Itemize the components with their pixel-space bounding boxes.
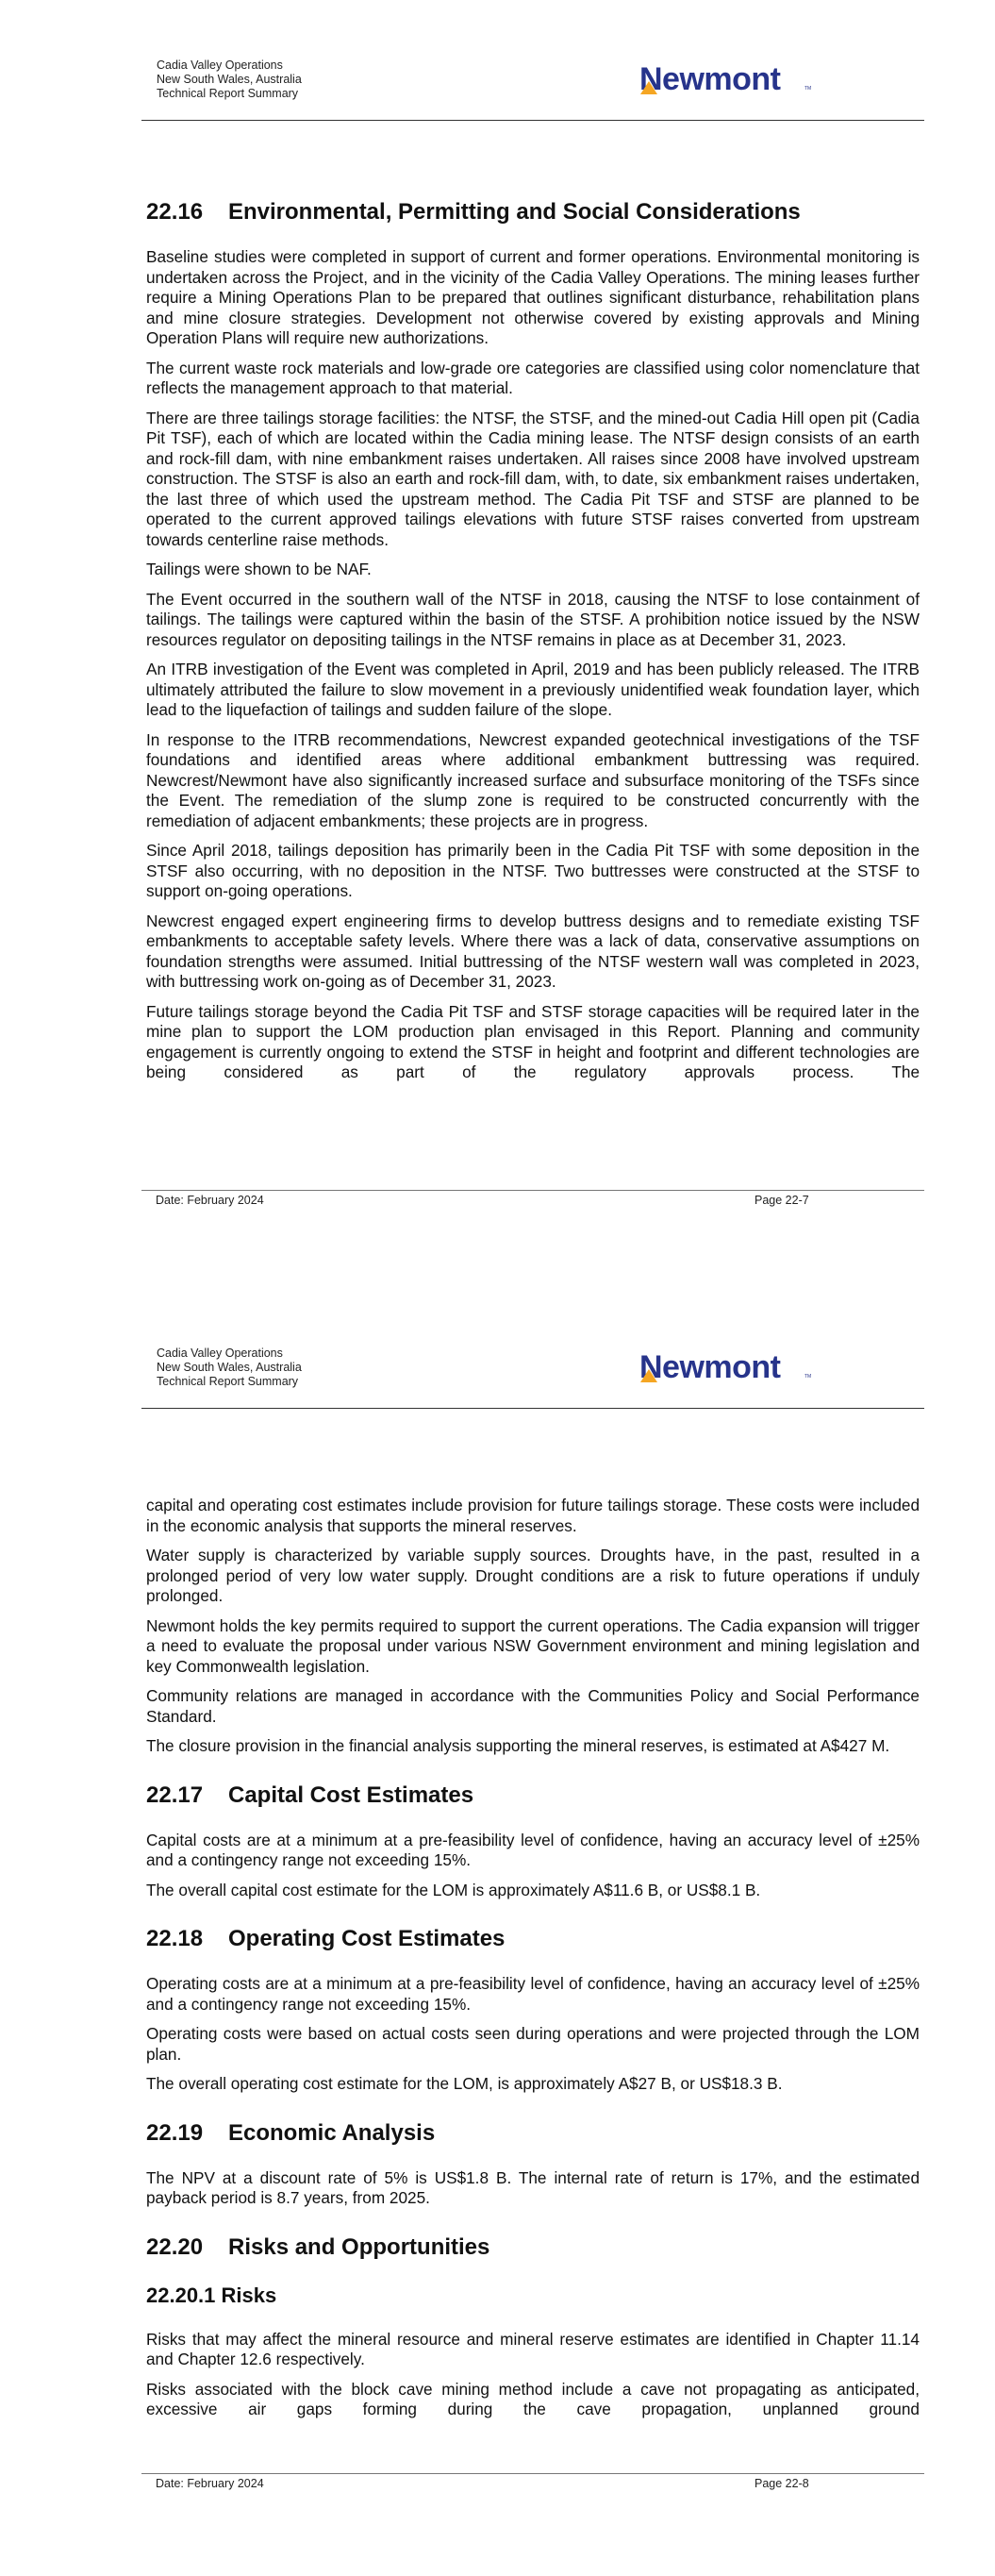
paragraph: There are three tailings storage facilities: the NTSF, the STSF, and the mined-out Cadia Hill open pit (Cadia Pit TSF), each of which are located within the Cadia mining lease. The NTSF design consists of an earth and rock-fill dam, with nine embankment raises undertaken. All raises since 2008 have involved upstream construction. The STSF is also an earth and rock-fill dam, with, to date, six embankment raises undertaken, the last three of which used the upstream method. The Cadia Pit TSF and STSF are planned to be operated to the current approved tailings elevations with future STSF raises converted from upstream towards centerline raise methods. [146,408,920,549]
paragraph: Future tailings storage beyond the Cadia Pit TSF and STSF storage capacities will be required later in the mine plan to support the LOM production plan envisaged in this Report. Planning and community engagement is currently ongoing to extend the STSF in height and footprint and different technologies are being considered as part of the regulatory approvals process. The [146,1001,920,1081]
footer-page-number: Page 22-7 [755,1194,809,1207]
footer-divider [141,1190,924,1191]
header-line-project: Cadia Valley Operations [157,1347,283,1360]
paragraph: In response to the ITRB recommendations, Newcrest expanded geotechnical investigations of the TSF foundations and identified areas where additional embankment buttressing was required. Newcrest/Newmont have also significantly increased surface and subsurface monitoring of the TSFs since the Event. The remediation of the slump zone is required to be constructed concurrently with the remediation of adjacent embankments; these projects are in progress. [146,729,920,830]
header-divider [141,1408,924,1409]
paragraph: The closure provision in the financial analysis supporting the mineral reserves, is estimated at A$427 M. [146,1736,890,1755]
paragraph: Newcrest engaged expert engineering firms to develop buttress designs and to remediate existing TSF embankments to acceptable safety levels. Where there was a lack of data, conservative assumptions on foundation strengths were assumed. Initial buttressing of the NTSF western wall was completed in 2023, with buttressing work on-going as of December 31, 2023. [146,911,920,991]
paragraph: The overall capital cost estimate for the LOM is approximately A$11.6 B, or US$8.1 B. [146,1880,761,1899]
page-22-8 [0,1288,995,2576]
header-line-project: Cadia Valley Operations [157,59,283,72]
header-divider [141,120,924,121]
footer-date: Date: February 2024 [156,1194,264,1207]
paragraph: Risks associated with the block cave mining method include a cave not propagating as anticipated, excessive air gaps forming during the cave propagation, unplanned ground [146,2379,920,2418]
section-heading-22-20: 22.20 Risks and Opportunities [146,2233,490,2260]
header-line-location: New South Wales, Australia [157,73,302,86]
logo-trademark: TM [804,1374,812,1380]
footer-page-number: Page 22-8 [755,2477,809,2490]
paragraph: Operating costs were based on actual costs seen during operations and were projected through the LOM plan. [146,2024,920,2064]
paragraph: Water supply is characterized by variable supply sources. Droughts have, in the past, resulted in a prolonged period of very low water supply. Drought conditions are a risk to future operations if unduly prolonged. [146,1546,920,1605]
paragraph: The Event occurred in the southern wall of the NTSF in 2018, causing the NTSF to lose containment of tailings. The tailings were captured within the basin of the STSF. A prohibition notice issued by the NSW resources regulator on depositing tailings in the NTSF remains in place as at December 31, 2023. [146,589,920,649]
page-body [146,1496,920,2430]
header-line-location: New South Wales, Australia [157,1361,302,1374]
paragraph: Baseline studies were completed in support of current and former operations. Environmental monitoring is undertaken across the Project, and in the vicinity of the Cadia Valley Operations. The mining leases further require a Mining Operations Plan to be prepared that outlines significant disturbance, rehabilitation plans and mine closure strategies. Development not otherwise covered by existing approvals and Mining Operation Plans will require new authorizations. [146,247,920,347]
paragraph: Capital costs are at a minimum at a pre-feasibility level of confidence, having an accuracy level of ±25% and a contingency range not exceeding 15%. [146,1830,920,1869]
footer-divider [141,2473,924,2474]
section-heading-22-19: 22.19 Economic Analysis [146,2119,436,2146]
paragraph: Risks that may affect the mineral resource and mineral reserve estimates are identified in Chapter 11.14 and Chapter 12.6 respectively. [146,2329,920,2368]
paragraph: Tailings were shown to be NAF. [146,560,372,578]
paragraph: The NPV at a discount rate of 5% is US$1.8 B. The internal rate of return is 17%, and the estimated payback period is 8.7 years, from 2025. [146,2167,920,2207]
paragraph: The overall operating cost estimate for the LOM, is approximately A$27 B, or US$18.3 B. [146,2074,783,2093]
paragraph: Newmont holds the key permits required to support the current operations. The Cadia expansion will trigger a need to evaluate the proposal under various NSW Government environment and mining legislation and key Commonwealth legislation. [146,1615,920,1676]
paragraph: Community relations are managed in accordance with the Communities Policy and Social Performance Standard. [146,1686,920,1726]
paragraph: Since April 2018, tailings deposition has primarily been in the Cadia Pit TSF with some deposition in the STSF also occurring, with no deposition in the NTSF. Two buttresses were constructed at the STSF to support on-going operations. [146,841,920,900]
paragraph: The current waste rock materials and low-grade ore categories are classified using color nomenclature that reflects the management approach to that material. [146,358,920,397]
subsection-heading-22-20-1: 22.20.1 Risks [146,2283,277,2307]
running-header [157,59,302,101]
newmont-logo [639,1348,814,1386]
header-line-doc-type: Technical Report Summary [157,87,299,100]
page-body [146,198,920,1093]
section-heading-22-17: 22.17 Capital Cost Estimates [146,1781,474,1808]
paragraph: Operating costs are at a minimum at a pre-feasibility level of confidence, having an accuracy level of ±25% and a contingency range not exceeding 15%. [146,1974,920,2014]
newmont-logo [639,60,814,98]
header-line-doc-type: Technical Report Summary [157,1375,299,1388]
section-heading-22-18: 22.18 Operating Cost Estimates [146,1926,506,1951]
logo-trademark: TM [804,86,812,92]
paragraph: capital and operating cost estimates include provision for future tailings storage. These costs were included in the economic analysis that supports the mineral reserves. [146,1496,920,1535]
footer-date: Date: February 2024 [156,2477,264,2490]
logo-triangle-icon [640,1369,657,1382]
section-heading-22-16: 22.16 Environmental, Permitting and Social Considerations [146,199,801,225]
paragraph: An ITRB investigation of the Event was completed in April, 2019 and has been publicly released. The ITRB ultimately attributed the failure to slow movement in a previously unidentified weak foundation layer, which lead to the liquefaction of tailings and sudden failure of the slope. [146,660,920,719]
logo-wordmark: Newmont [639,61,781,97]
logo-triangle-icon [640,81,657,94]
running-header [157,1347,302,1389]
logo-wordmark: Newmont [639,1349,781,1385]
